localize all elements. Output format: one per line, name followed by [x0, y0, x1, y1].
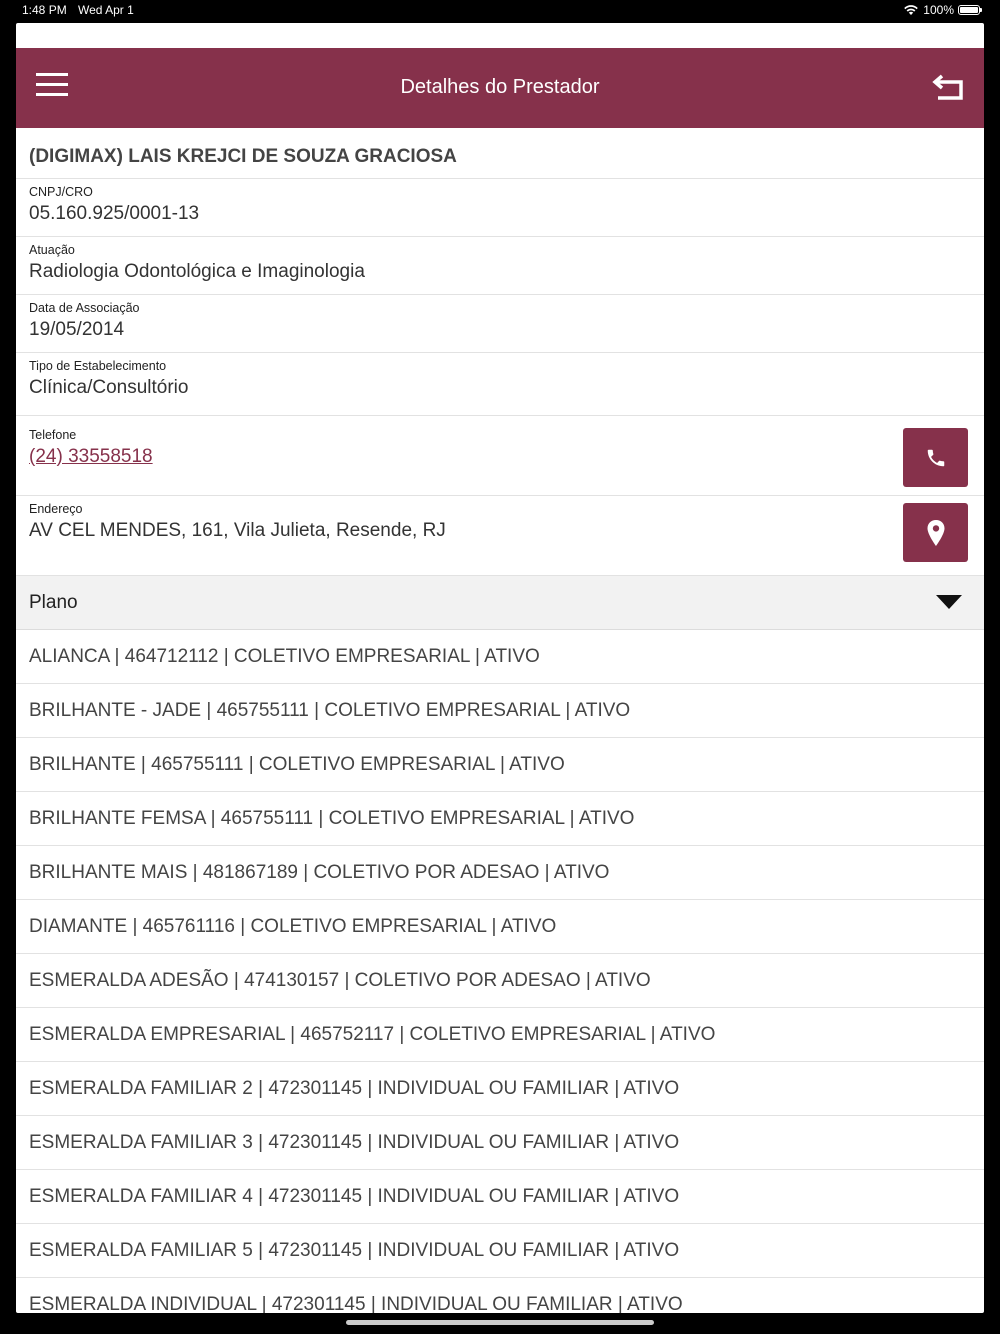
map-pin-icon	[926, 519, 946, 547]
plan-list-item: ESMERALDA FAMILIAR 4 | 472301145 | INDIVIDUAL OU FAMILIAR | ATIVO	[16, 1170, 984, 1224]
atuacao-field	[16, 237, 984, 295]
plan-list-item: ESMERALDA EMPRESARIAL | 465752117 | COLETIVO EMPRESARIAL | ATIVO	[16, 1008, 984, 1062]
page-title: Detalhes do Prestador	[400, 76, 600, 98]
tipo-estabelecimento-field	[16, 353, 984, 416]
telefone-field	[16, 416, 984, 496]
tipo-estabelecimento-value: Clínica/Consultório	[29, 377, 189, 398]
status-time: 1:48 PM	[22, 3, 67, 17]
map-button[interactable]	[903, 503, 968, 562]
call-button[interactable]	[903, 428, 968, 487]
plano-section-toggle[interactable]	[16, 576, 984, 630]
provider-details	[16, 128, 984, 1313]
caret-down-icon	[936, 595, 962, 609]
plan-list-item: ESMERALDA FAMILIAR 3 | 472301145 | INDIVIDUAL OU FAMILIAR | ATIVO	[16, 1116, 984, 1170]
endereco-value: AV CEL MENDES, 161, Vila Julieta, Resende, RJ	[29, 520, 446, 541]
cnpj-label: CNPJ/CRO	[29, 185, 93, 199]
plan-list-item: ESMERALDA ADESÃO | 474130157 | COLETIVO POR ADESAO | ATIVO	[16, 954, 984, 1008]
cnpj-field	[16, 179, 984, 237]
telefone-label: Telefone	[29, 428, 77, 442]
status-date: Wed Apr 1	[78, 3, 134, 17]
plan-list-item: DIAMANTE | 465761116 | COLETIVO EMPRESARIAL | ATIVO	[16, 900, 984, 954]
phone-icon	[925, 447, 947, 469]
data-associacao-field	[16, 295, 984, 353]
plan-list-item: BRILHANTE | 465755111 | COLETIVO EMPRESARIAL | ATIVO	[16, 738, 984, 792]
tipo-estabelecimento-label: Tipo de Estabelecimento	[29, 359, 167, 373]
plan-list-item: BRILHANTE MAIS | 481867189 | COLETIVO POR ADESAO | ATIVO	[16, 846, 984, 900]
app-window	[16, 23, 984, 1313]
back-button[interactable]	[932, 70, 966, 104]
home-indicator	[346, 1320, 654, 1325]
return-arrow-icon	[932, 70, 966, 104]
data-associacao-value: 19/05/2014	[29, 319, 125, 340]
plan-list-item: BRILHANTE FEMSA | 465755111 | COLETIVO EMPRESARIAL | ATIVO	[16, 792, 984, 846]
plano-label: Plano	[29, 592, 78, 613]
telefone-link[interactable]: (24) 33558518	[29, 446, 153, 467]
provider-name: (DIGIMAX) LAIS KREJCI DE SOUZA GRACIOSA	[16, 128, 984, 179]
battery-icon	[958, 5, 980, 15]
wifi-icon	[903, 4, 919, 16]
battery-percent: 100%	[923, 3, 954, 17]
status-bar	[0, 0, 1000, 22]
endereco-label: Endereço	[29, 502, 83, 516]
plan-list-item: ESMERALDA FAMILIAR 5 | 472301145 | INDIVIDUAL OU FAMILIAR | ATIVO	[16, 1224, 984, 1278]
status-indicators	[903, 3, 980, 17]
plan-list-item: ESMERALDA INDIVIDUAL | 472301145 | INDIVIDUAL OU FAMILIAR | ATIVO	[16, 1278, 984, 1313]
data-associacao-label: Data de Associação	[29, 301, 140, 315]
plan-list-item: BRILHANTE - JADE | 465755111 | COLETIVO EMPRESARIAL | ATIVO	[16, 684, 984, 738]
endereco-field	[16, 496, 984, 576]
atuacao-label: Atuação	[29, 243, 75, 257]
atuacao-value: Radiologia Odontológica e Imaginologia	[29, 261, 365, 282]
plan-list	[16, 630, 984, 1313]
cnpj-value: 05.160.925/0001-13	[29, 203, 200, 224]
plan-list-item: ALIANCA | 464712112 | COLETIVO EMPRESARIAL | ATIVO	[16, 630, 984, 684]
top-app-bar	[16, 48, 984, 128]
plan-list-item: ESMERALDA FAMILIAR 2 | 472301145 | INDIVIDUAL OU FAMILIAR | ATIVO	[16, 1062, 984, 1116]
